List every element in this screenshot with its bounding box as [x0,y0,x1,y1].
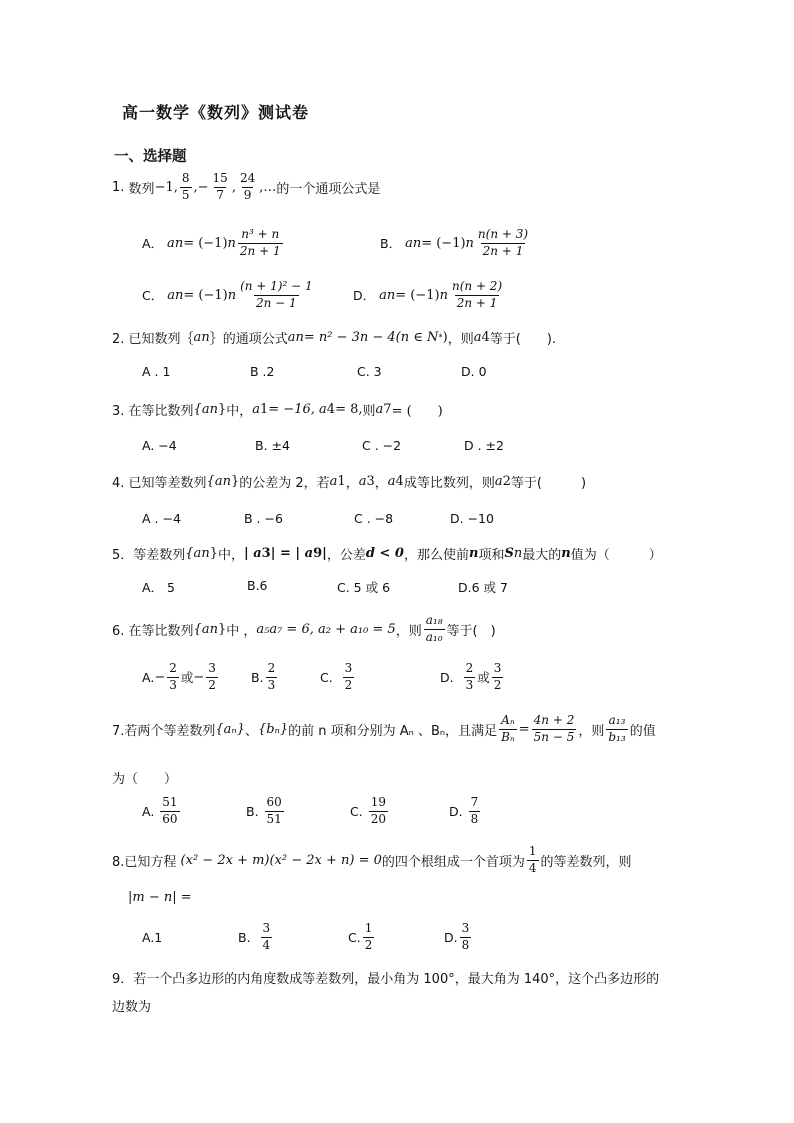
question-5-option-b: B.6 [247,578,268,593]
question-8-option-c: C. $\frac{1}{2}$ [348,921,373,952]
question-5-option-c: C. 5 或 6 [337,580,391,595]
question-7-stem: 7.若两个等差数列 {aₙ} 、 {bₙ} 的前 n 项和分别为 Aₙ 、Bₙ，且满足 $\frac{\text{Aₙ}}{\text{Bₙ}}$ = $\frac{4n + 2}{5n - 5}$ ，则 $\frac{\text{a₁₃}}{\text{b₁₃}}$ 的值 [112,713,656,744]
question-9-stem-line-2: 边数为 [112,1000,152,1015]
question-6-stem: 6. 在等比数列 {a n } 中 ， a₅a₇ = 6, a₂ + a₁₀ = 5 ，则 $\frac{\text{a₁₈}}{\text{a₁₀}}$ 等于( ) [112,613,496,644]
question-7-stem-line-2: 为（ ） [112,772,178,787]
question-7-option-a: A. $\frac{51}{60}$ [142,795,178,826]
question-5-stem: 5．等差数列 {a n } 中， | a 3 | = | a 9 | ，公差 d < 0 ，那么使前 n 项和 S n 最大的 n 值为（ ） [112,546,662,563]
question-7-option-d: D. $\frac{7}{8}$ [449,795,479,826]
question-1-option-c: C． a n = (−1) n $\frac{\text{(n + 1)² − 1}}{2n - 1}$ [142,279,313,310]
question-4-option-c: C . −8 [354,511,394,526]
question-6-option-a: A. − $\frac{2}{3}$ 或 − $\frac{3}{2}$ [142,661,216,692]
question-6-option-b: B. $\frac{2}{3}$ [251,661,276,692]
question-4-option-a: A . −4 [142,511,181,526]
question-3-option-b: B. ±4 [255,438,290,453]
question-3-stem: 3. 在等比数列 {a n } 中， a 1 = −16, a 4 = 8, 则 a 7 = ( ) [112,402,443,419]
question-1-option-d: D． a n = (−1) n $\frac{n(n + 2)}{2n + 1}$ [353,279,503,310]
question-4-stem: 4. 已知等差数列 {a n } 的公差为 2，若 a 1 ， a 3 ， a 4 成等比数列，则 a 2 等于( ) [112,474,587,491]
page-title: 高一数学《数列》测试卷 [122,103,310,122]
question-1-stem: 1. 数列 −1, $\frac{8}{5}$ ,− $\frac{15}{7}$ , $\frac{24}{9}$ ,… 的一个通项公式是 [112,171,381,202]
question-2-option-a: A . 1 [142,364,171,379]
question-8-option-a: A.1 [142,930,163,945]
question-8-option-b: B. $\frac{3}{4}$ [238,921,271,952]
question-2-option-c: C. 3 [357,364,382,379]
question-8-option-d: D. $\frac{3}{8}$ [444,921,470,952]
question-4-option-b: B . −6 [244,511,283,526]
question-6-option-d: D. $\frac{2}{3}$ 或 $\frac{3}{2}$ [440,661,502,692]
question-9-stem: 9．若一个凸多边形的内角度数成等差数列，最小角为 100°，最大角为 140°，这个凸多边形的 [112,972,660,987]
question-3-option-d: D . ±2 [464,438,504,453]
question-1-option-a: A． a n = (−1) n $\frac{\text{n³ + n}}{2n + 1}$ [142,227,281,258]
question-8-stem: 8.已知方程 (x² − 2x + m)(x² − 2x + n) = 0 的四个根组成一个首项为 $\frac{1}{4}$ 的等差数列，则 [112,844,632,875]
question-3-option-a: A. −4 [142,438,177,453]
question-5-option-a: A． 5 [142,580,175,595]
question-7-option-c: C. $\frac{19}{20}$ [350,795,386,826]
question-8-stem-line-2: |m − n| = [128,890,192,905]
question-7-option-b: B. $\frac{60}{51}$ [246,795,282,826]
question-1-option-b: B． a n = (−1) n $\frac{n(n + 3)}{2n + 1}$ [380,227,529,258]
question-2-stem: 2. 已知数列｛ a n ｝的通项公式 a n = n² − 3n − 4(n ∈ N * ) ，则 a 4 等于( ). [112,330,557,347]
question-3-option-c: C . −2 [362,438,402,453]
question-4-option-d: D. −10 [450,511,494,526]
question-2-option-b: B .2 [250,364,275,379]
question-6-option-c: C. $\frac{3}{2}$ [320,661,353,692]
question-5-option-d: D.6 或 7 [458,580,508,595]
section-heading: 一、选择题 [114,149,187,165]
question-2-option-d: D. 0 [461,364,487,379]
